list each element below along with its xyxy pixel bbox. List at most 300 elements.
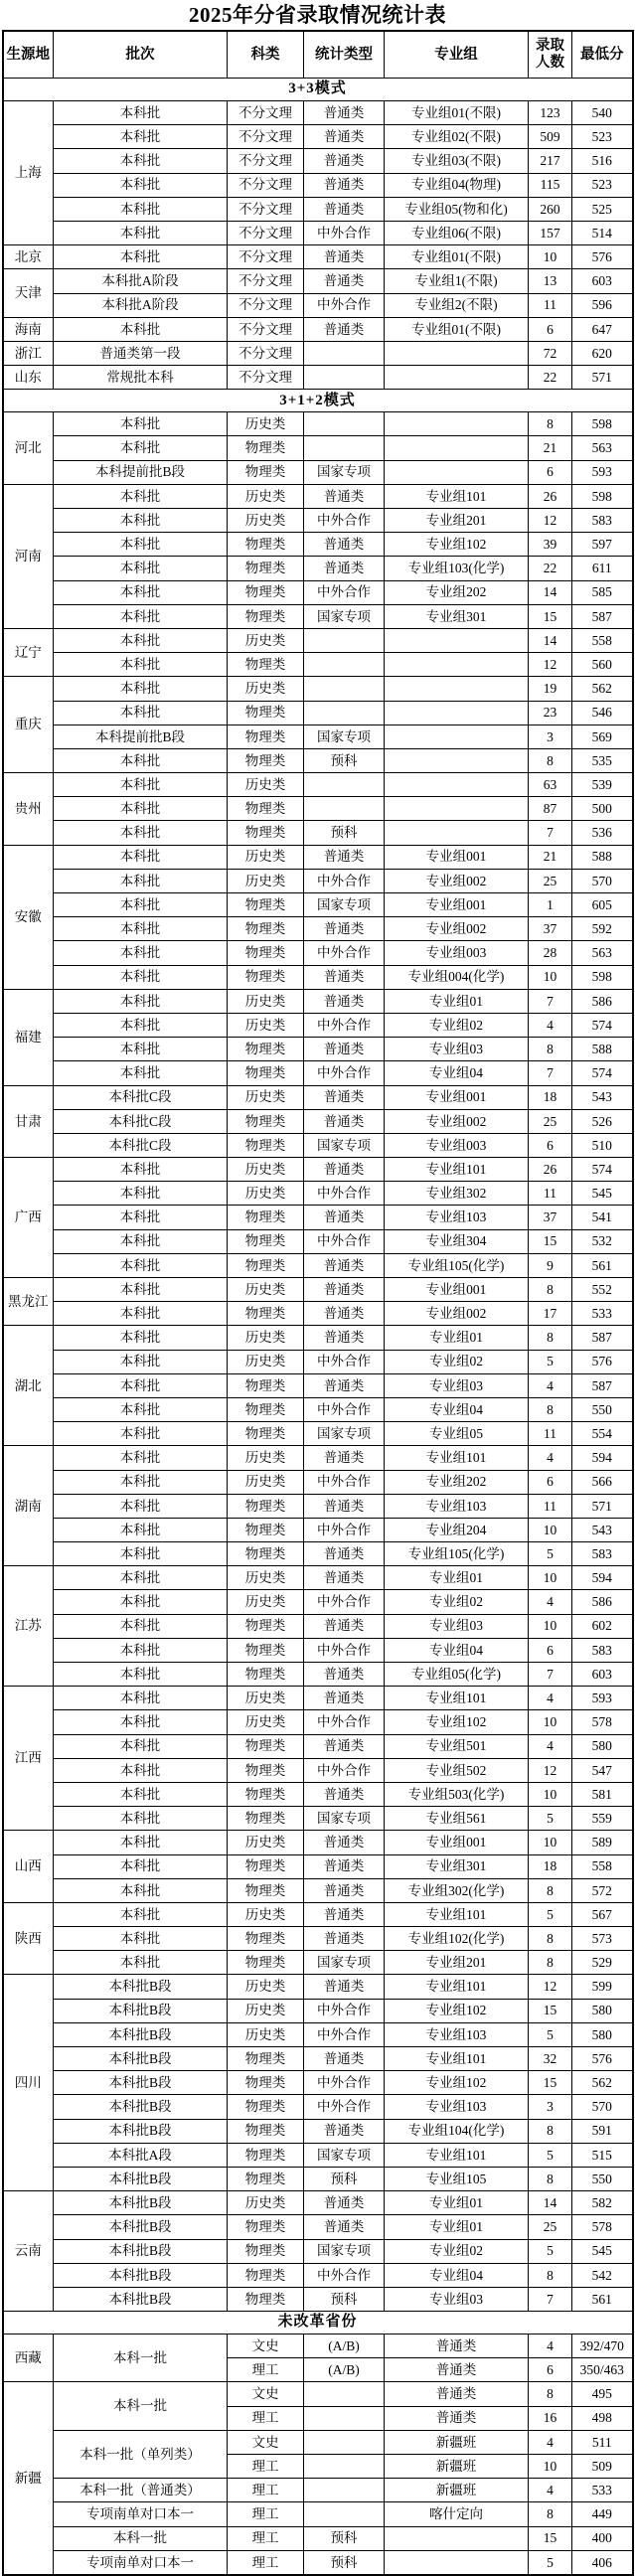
subject-type-cell: 不分文理	[228, 197, 304, 221]
province-cell: 云南	[3, 2191, 54, 2312]
subject-type-cell: 物理类	[228, 1061, 304, 1085]
table-row	[3, 1758, 633, 1782]
stat-type-cell: 中外合作	[304, 1518, 385, 1541]
batch-cell: 本科批B段	[54, 2239, 228, 2263]
table-row	[3, 893, 633, 917]
major-group-cell: 专业组04	[385, 2263, 529, 2287]
subject-type-cell: 物理类	[228, 797, 304, 821]
major-group-cell: 专业组001	[385, 1085, 529, 1109]
major-group-cell: 专业组01	[385, 989, 529, 1013]
min-score-cell: 574	[572, 1158, 633, 1182]
admit-count-cell: 5	[529, 2143, 572, 2167]
stat-type-cell: 普通类	[304, 1782, 385, 1806]
admit-count-cell: 123	[529, 101, 572, 125]
batch-cell: 本科批	[54, 677, 228, 701]
table-row	[3, 1326, 633, 1350]
stat-type-cell: 普通类	[304, 845, 385, 869]
admit-count-cell: 21	[529, 845, 572, 869]
stat-type-cell: 预科	[304, 2526, 385, 2550]
subject-type-cell: 历史类	[228, 509, 304, 533]
table-row	[3, 125, 633, 149]
admit-count-cell: 22	[529, 557, 572, 580]
admit-count-cell: 25	[529, 2215, 572, 2239]
subject-type-cell: 物理类	[228, 1253, 304, 1277]
min-score-cell: 533	[572, 2479, 633, 2502]
subject-type-cell: 历史类	[228, 1085, 304, 1109]
subject-type-cell: 物理类	[228, 460, 304, 484]
min-score-cell: 567	[572, 1902, 633, 1926]
stat-type-cell	[304, 341, 385, 365]
subject-type-cell: 物理类	[228, 1614, 304, 1638]
batch-cell: 本科批	[54, 412, 228, 436]
major-group-cell: 新疆班	[385, 2430, 529, 2454]
admit-count-cell: 4	[529, 1687, 572, 1710]
min-score-cell: 586	[572, 989, 633, 1013]
batch-cell: 本科批	[54, 1494, 228, 1518]
subject-type-cell: 历史类	[228, 1350, 304, 1373]
stat-type-cell: 中外合作	[304, 580, 385, 604]
stat-type-cell: 普通类	[304, 1494, 385, 1518]
major-group-cell: 专业组06(不限)	[385, 221, 529, 244]
table-row	[3, 341, 633, 365]
table-row	[3, 604, 633, 628]
province-cell: 新疆	[3, 2382, 54, 2575]
subject-type-cell: 理工	[228, 2358, 304, 2382]
subject-type-cell: 物理类	[228, 1518, 304, 1541]
admit-count-cell: 14	[529, 580, 572, 604]
table-row	[3, 1902, 633, 1926]
min-score-cell: 586	[572, 1590, 633, 1614]
batch-cell: 本科批	[54, 604, 228, 628]
stat-type-cell: 普通类	[304, 557, 385, 580]
table-row	[3, 677, 633, 701]
stat-type-cell: 普通类	[304, 1278, 385, 1302]
min-score-cell: 500	[572, 797, 633, 821]
stat-type-cell	[304, 2382, 385, 2406]
min-score-cell: 554	[572, 1422, 633, 1446]
batch-cell: 专项南单对口本一	[54, 2550, 228, 2575]
min-score-cell: 576	[572, 245, 633, 269]
subject-type-cell: 历史类	[228, 412, 304, 436]
major-group-cell: 专业组502	[385, 1758, 529, 1782]
major-group-cell: 普通类	[385, 2358, 529, 2382]
table-row	[3, 748, 633, 772]
table-row	[3, 2430, 633, 2454]
table-row	[3, 1109, 633, 1133]
table-row	[3, 1854, 633, 1878]
province-cell: 上海	[3, 101, 54, 245]
major-group-cell	[385, 460, 529, 484]
stat-type-cell: 预科	[304, 2550, 385, 2575]
major-group-cell: 专业组102(化学)	[385, 1927, 529, 1951]
table-row	[3, 917, 633, 941]
table-row	[3, 484, 633, 508]
table-row	[3, 1446, 633, 1470]
min-score-cell: 509	[572, 2455, 633, 2479]
min-score-cell: 588	[572, 1038, 633, 1061]
table-row	[3, 1590, 633, 1614]
stat-type-cell	[304, 628, 385, 652]
subject-type-cell: 理工	[228, 2550, 304, 2575]
admit-count-cell: 6	[529, 1133, 572, 1157]
table-row	[3, 580, 633, 604]
batch-cell: 本科批	[54, 1831, 228, 1854]
table-row	[3, 366, 633, 390]
stat-type-cell: 普通类	[304, 101, 385, 125]
table-row	[3, 1927, 633, 1951]
stat-type-cell	[304, 2502, 385, 2526]
table-row	[3, 1206, 633, 1229]
table-row	[3, 1085, 633, 1109]
table-row	[3, 2239, 633, 2263]
min-score-cell: 529	[572, 1951, 633, 1975]
min-score-cell: 550	[572, 2167, 633, 2190]
admit-count-cell: 37	[529, 917, 572, 941]
min-score-cell: 587	[572, 1373, 633, 1397]
batch-cell: 本科批	[54, 1687, 228, 1710]
subject-type-cell: 物理类	[228, 653, 304, 677]
batch-cell: 本科批	[54, 125, 228, 149]
batch-cell: 本科批	[54, 580, 228, 604]
subject-type-cell: 历史类	[228, 484, 304, 508]
min-score-cell: 515	[572, 2143, 633, 2167]
stat-type-cell: 预科	[304, 748, 385, 772]
major-group-cell: 专业组2(不限)	[385, 293, 529, 317]
min-score-cell: 558	[572, 1854, 633, 1878]
subject-type-cell: 物理类	[228, 1927, 304, 1951]
batch-cell: 本科批C段	[54, 1109, 228, 1133]
stat-type-cell: 普通类	[304, 1831, 385, 1854]
batch-cell: 本科批	[54, 101, 228, 125]
admit-count-cell: 39	[529, 533, 572, 557]
table-row	[3, 2047, 633, 2071]
admit-count-cell: 7	[529, 821, 572, 845]
stat-type-cell: 中外合作	[304, 2263, 385, 2287]
table-row	[3, 2526, 633, 2550]
admit-count-cell: 13	[529, 269, 572, 293]
batch-cell: 本科批	[54, 1038, 228, 1061]
table-row	[3, 269, 633, 293]
admit-count-cell: 260	[529, 197, 572, 221]
major-group-cell: 专业组103	[385, 2095, 529, 2119]
batch-cell: 本科批B段	[54, 2167, 228, 2190]
min-score-cell: 598	[572, 412, 633, 436]
col-min-score: 最低分	[572, 31, 633, 79]
admit-count-cell: 5	[529, 1902, 572, 1926]
stat-type-cell: 中外合作	[304, 869, 385, 892]
stat-type-cell: 中外合作	[304, 1182, 385, 1206]
subject-type-cell: 物理类	[228, 2143, 304, 2167]
stat-type-cell: 中外合作	[304, 1590, 385, 1614]
table-row	[3, 221, 633, 244]
table-row	[3, 149, 633, 173]
table-row	[3, 2479, 633, 2502]
province-cell: 北京	[3, 245, 54, 269]
table-row	[3, 1831, 633, 1854]
batch-cell: 本科批	[54, 653, 228, 677]
admit-count-cell: 8	[529, 1038, 572, 1061]
min-score-cell: 594	[572, 1446, 633, 1470]
batch-cell: 本科批	[54, 1902, 228, 1926]
major-group-cell: 专业组301	[385, 1854, 529, 1878]
min-score-cell: 599	[572, 1975, 633, 1999]
table-row	[3, 101, 633, 125]
min-score-cell: 597	[572, 533, 633, 557]
col-batch: 批次	[54, 31, 228, 79]
stat-type-cell: 中外合作	[304, 2095, 385, 2119]
batch-cell: 本科批B段	[54, 2119, 228, 2143]
subject-type-cell: 物理类	[228, 2287, 304, 2311]
stat-type-cell: 普通类	[304, 1109, 385, 1133]
major-group-cell	[385, 2526, 529, 2550]
province-cell: 辽宁	[3, 628, 54, 676]
province-cell: 黑龙江	[3, 1278, 54, 1326]
table-row	[3, 1422, 633, 1446]
batch-cell: 本科批	[54, 1326, 228, 1350]
batch-cell: 本科批	[54, 1758, 228, 1782]
table-row	[3, 797, 633, 821]
min-score-cell: 545	[572, 2239, 633, 2263]
province-cell: 贵州	[3, 773, 54, 846]
admit-count-cell: 10	[529, 2455, 572, 2479]
batch-cell: 本科批	[54, 989, 228, 1013]
batch-cell: 本科批	[54, 1807, 228, 1831]
subject-type-cell: 历史类	[228, 989, 304, 1013]
stat-type-cell: 普通类	[304, 1927, 385, 1951]
table-row	[3, 2143, 633, 2167]
batch-cell: 本科批	[54, 893, 228, 917]
min-score-cell: 546	[572, 701, 633, 724]
major-group-cell: 专业组101	[385, 1975, 529, 1999]
province-cell: 山西	[3, 1831, 54, 1903]
major-group-cell	[385, 341, 529, 365]
min-score-cell: 523	[572, 125, 633, 149]
batch-cell: 本科批B段	[54, 2215, 228, 2239]
table-row	[3, 1229, 633, 1253]
batch-cell: 本科提前批B段	[54, 460, 228, 484]
table-row	[3, 1663, 633, 1687]
min-score-cell: 550	[572, 1397, 633, 1421]
stat-type-cell: 国家专项	[304, 1422, 385, 1446]
min-score-cell: 563	[572, 436, 633, 460]
batch-cell: 本科批	[54, 1470, 228, 1494]
province-cell: 海南	[3, 317, 54, 341]
min-score-cell: 539	[572, 773, 633, 797]
major-group-cell: 专业组105(化学)	[385, 1253, 529, 1277]
admit-count-cell: 9	[529, 1253, 572, 1277]
major-group-cell	[385, 436, 529, 460]
stat-type-cell: 普通类	[304, 1734, 385, 1758]
subject-type-cell: 文史	[228, 2382, 304, 2406]
table-row	[3, 1638, 633, 1662]
min-score-cell: 572	[572, 1878, 633, 1902]
major-group-cell: 新疆班	[385, 2455, 529, 2479]
admit-count-cell: 3	[529, 2095, 572, 2119]
table-row	[3, 2191, 633, 2215]
stat-type-cell: 国家专项	[304, 1133, 385, 1157]
subject-type-cell: 历史类	[228, 1470, 304, 1494]
admit-count-cell: 7	[529, 1061, 572, 1085]
admit-count-cell: 37	[529, 1206, 572, 1229]
subject-type-cell: 物理类	[228, 941, 304, 965]
stat-type-cell: 普通类	[304, 1878, 385, 1902]
subject-type-cell: 物理类	[228, 2239, 304, 2263]
stat-type-cell: 普通类	[304, 1687, 385, 1710]
stat-type-cell: 国家专项	[304, 2143, 385, 2167]
subject-type-cell: 物理类	[228, 2215, 304, 2239]
stat-type-cell: 普通类	[304, 1663, 385, 1687]
subject-type-cell: 物理类	[228, 1854, 304, 1878]
min-score-cell: 571	[572, 1494, 633, 1518]
stat-type-cell: 中外合作	[304, 293, 385, 317]
table-row	[3, 1397, 633, 1421]
stat-type-cell: 中外合作	[304, 941, 385, 965]
min-score-cell: 598	[572, 965, 633, 989]
batch-cell: 本科批	[54, 221, 228, 244]
table-row	[3, 1350, 633, 1373]
subject-type-cell: 物理类	[228, 1782, 304, 1806]
major-group-cell: 专业组01(不限)	[385, 101, 529, 125]
batch-cell: 本科批B段	[54, 2263, 228, 2287]
admit-count-cell: 15	[529, 1229, 572, 1253]
table-row	[3, 197, 633, 221]
col-subject: 科类	[228, 31, 304, 79]
admit-count-cell: 72	[529, 341, 572, 365]
min-score-cell: 620	[572, 341, 633, 365]
major-group-cell: 专业组202	[385, 580, 529, 604]
major-group-cell: 专业组501	[385, 1734, 529, 1758]
subject-type-cell: 历史类	[228, 1831, 304, 1854]
admissions-table	[2, 30, 634, 2576]
batch-cell: 本科批	[54, 1422, 228, 1446]
major-group-cell: 专业组1(不限)	[385, 269, 529, 293]
min-score-cell: 569	[572, 724, 633, 748]
stat-type-cell: 中外合作	[304, 1061, 385, 1085]
admit-count-cell: 25	[529, 869, 572, 892]
table-row	[3, 1494, 633, 1518]
major-group-cell: 专业组101	[385, 1902, 529, 1926]
stat-type-cell: 普通类	[304, 2215, 385, 2239]
stat-type-cell: 中外合作	[304, 1999, 385, 2022]
batch-cell: 本科批A阶段	[54, 269, 228, 293]
batch-cell: 本科批	[54, 1638, 228, 1662]
table-row	[3, 2022, 633, 2046]
subject-type-cell: 不分文理	[228, 245, 304, 269]
min-score-cell: 570	[572, 2095, 633, 2119]
table-row	[3, 845, 633, 869]
batch-cell: 本科批C段	[54, 1085, 228, 1109]
batch-cell: 本科批	[54, 1061, 228, 1085]
subject-type-cell: 物理类	[228, 1206, 304, 1229]
subject-type-cell: 物理类	[228, 1133, 304, 1157]
stat-type-cell: 中外合作	[304, 1638, 385, 1662]
major-group-cell: 专业组01	[385, 2191, 529, 2215]
subject-type-cell: 物理类	[228, 533, 304, 557]
admit-count-cell: 509	[529, 125, 572, 149]
batch-cell: 本科批	[54, 1878, 228, 1902]
batch-cell: 普通类第一段	[54, 341, 228, 365]
batch-cell: 本科批	[54, 1782, 228, 1806]
subject-type-cell: 历史类	[228, 1687, 304, 1710]
major-group-cell: 专业组02(不限)	[385, 125, 529, 149]
major-group-cell: 专业组01	[385, 2215, 529, 2239]
table-row	[3, 653, 633, 677]
stat-type-cell: 国家专项	[304, 893, 385, 917]
subject-type-cell: 物理类	[228, 1302, 304, 1326]
min-score-cell: 594	[572, 1566, 633, 1590]
major-group-cell	[385, 412, 529, 436]
table-row	[3, 2215, 633, 2239]
subject-type-cell: 历史类	[228, 1446, 304, 1470]
admit-count-cell: 5	[529, 2550, 572, 2575]
major-group-cell: 专业组04	[385, 1638, 529, 1662]
subject-type-cell: 历史类	[228, 1326, 304, 1350]
table-row	[3, 773, 633, 797]
admit-count-cell: 5	[529, 2022, 572, 2046]
subject-type-cell: 物理类	[228, 436, 304, 460]
min-score-cell: 605	[572, 893, 633, 917]
stat-type-cell: 普通类	[304, 317, 385, 341]
admit-count-cell: 4	[529, 1734, 572, 1758]
page-title: 2025年分省录取情况统计表	[189, 3, 446, 27]
major-group-cell: 普通类	[385, 2382, 529, 2406]
min-score-cell: 578	[572, 2215, 633, 2239]
admit-count-cell: 10	[529, 1782, 572, 1806]
subject-type-cell: 历史类	[228, 628, 304, 652]
subject-type-cell: 物理类	[228, 1734, 304, 1758]
stat-type-cell: 中外合作	[304, 2022, 385, 2046]
table-header	[3, 31, 633, 79]
major-group-cell: 专业组02	[385, 1350, 529, 1373]
province-cell: 安徽	[3, 845, 54, 989]
subject-type-cell: 理工	[228, 2406, 304, 2430]
table-row	[3, 1302, 633, 1326]
admit-count-cell: 26	[529, 484, 572, 508]
min-score-cell: 581	[572, 1782, 633, 1806]
major-group-cell: 专业组001	[385, 893, 529, 917]
table-row	[3, 557, 633, 580]
subject-type-cell: 历史类	[228, 1013, 304, 1037]
subject-type-cell: 物理类	[228, 724, 304, 748]
table-row	[3, 2382, 633, 2406]
min-score-cell: 540	[572, 101, 633, 125]
province-cell: 江苏	[3, 1566, 54, 1687]
major-group-cell: 专业组003	[385, 1133, 529, 1157]
major-group-cell: 专业组102	[385, 1999, 529, 2022]
major-group-cell: 专业组302	[385, 1182, 529, 1206]
min-score-cell: 561	[572, 1253, 633, 1277]
stat-type-cell	[304, 2430, 385, 2454]
min-score-cell: 406	[572, 2550, 633, 2575]
major-group-cell: 专业组04	[385, 1397, 529, 1421]
subject-type-cell: 不分文理	[228, 317, 304, 341]
min-score-cell: 576	[572, 1350, 633, 1373]
section-header: 3+3模式	[3, 79, 633, 101]
admit-count-cell: 4	[529, 1590, 572, 1614]
batch-cell: 本科批	[54, 245, 228, 269]
major-group-cell: 专业组03	[385, 1614, 529, 1638]
batch-cell: 本科批	[54, 173, 228, 197]
min-score-cell: 563	[572, 941, 633, 965]
table-row	[3, 2287, 633, 2311]
table-row	[3, 2263, 633, 2287]
min-score-cell: 536	[572, 821, 633, 845]
stat-type-cell: 中外合作	[304, 1229, 385, 1253]
subject-type-cell: 物理类	[228, 1038, 304, 1061]
subject-type-cell: 文史	[228, 2430, 304, 2454]
stat-type-cell: 普通类	[304, 1373, 385, 1397]
major-group-cell: 新疆班	[385, 2479, 529, 2502]
